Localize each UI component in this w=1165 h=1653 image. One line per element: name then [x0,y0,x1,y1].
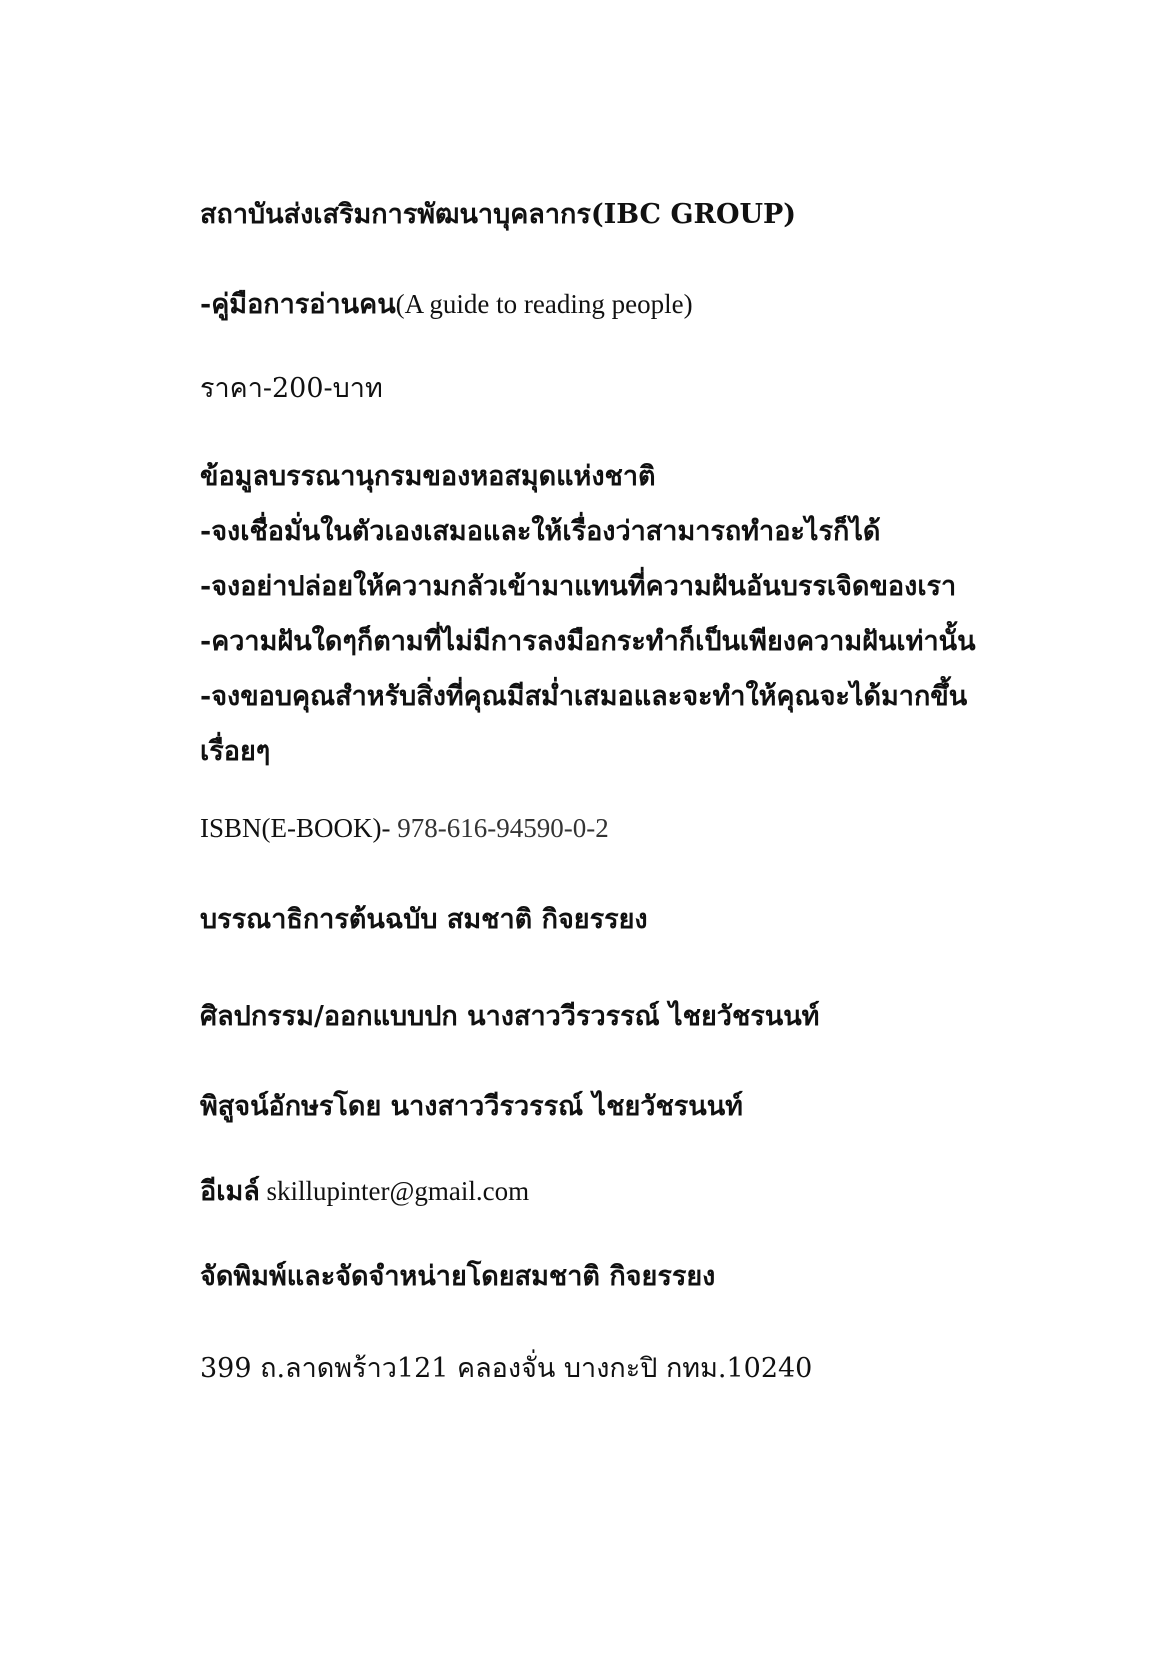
book-title-english: (A guide to reading people) [395,289,693,319]
book-title-thai: -คู่มือการอ่านคน [200,289,396,320]
proofreading-text: พิสูจน์อักษรโดย นางสาววีรวรรณ์ ไชยวัชรนนท์ [200,1091,743,1122]
isbn-label: ISBN(E-BOOK)- [200,813,391,843]
quote-line [200,570,956,604]
cover-design-text: ศิลปกรรม/ออกแบบปก นางสาววีรวรรณ์ ไชยวัชรนนท์ [200,1001,820,1032]
address [200,1352,812,1386]
email-address: skillupinter@gmail.com [259,1176,530,1206]
isbn-number: 978-616-94590-0-2 [390,813,609,843]
cataloging-heading [200,460,656,494]
quote-text: -ความฝันใดๆก็ตามที่ไม่มีการลงมือกระทำก็เป็นเพียงความฝันเท่านั้น [200,626,976,657]
price-text: ราคา-200-บาท [200,373,383,404]
editor-credit [200,903,648,937]
quote-line [200,735,270,769]
price [200,372,383,406]
quote-line [200,680,967,714]
institute-text: สถาบันส่งเสริมการพัฒนาบุคลากร(IBC GROUP) [200,199,797,230]
quote-text: -จงขอบคุณสำหรับสิ่งที่คุณมีสม่ำเสมอและจะทำให้คุณจะได้มากขึ้น [200,681,968,712]
book-title [200,288,693,322]
email [200,1175,529,1209]
quote-text: -จงเชื่อมั่นในตัวเองเสมอและให้เรื่องว่าสามารถทำอะไรก็ได้ [200,516,881,547]
publisher-text: จัดพิมพ์และจัดจำหน่ายโดยสมชาติ กิจยรรยง [200,1261,716,1292]
proofreading-credit [200,1090,743,1124]
email-label: อีเมล์ [200,1176,260,1207]
quote-text: เรื่อยๆ [200,736,271,767]
editor-text: บรรณาธิการต้นฉบับ สมชาติ กิจยรรยง [200,904,648,935]
institute-name [200,198,796,232]
quote-line [200,625,976,659]
quote-text: -จงอย่าปล่อยให้ความกลัวเข้ามาแทนที่ความฝันอันบรรเจิดของเรา [200,571,957,602]
quote-line [200,515,880,549]
isbn [200,812,609,846]
address-text: 399 ถ.ลาดพร้าว121 คลองจั่น บางกะปิ กทม.10240 [200,1353,813,1384]
publisher-credit [200,1260,715,1294]
cataloging-heading-text: ข้อมูลบรรณานุกรมของหอสมุดแห่งชาติ [200,461,656,492]
cover-design-credit [200,1000,819,1034]
